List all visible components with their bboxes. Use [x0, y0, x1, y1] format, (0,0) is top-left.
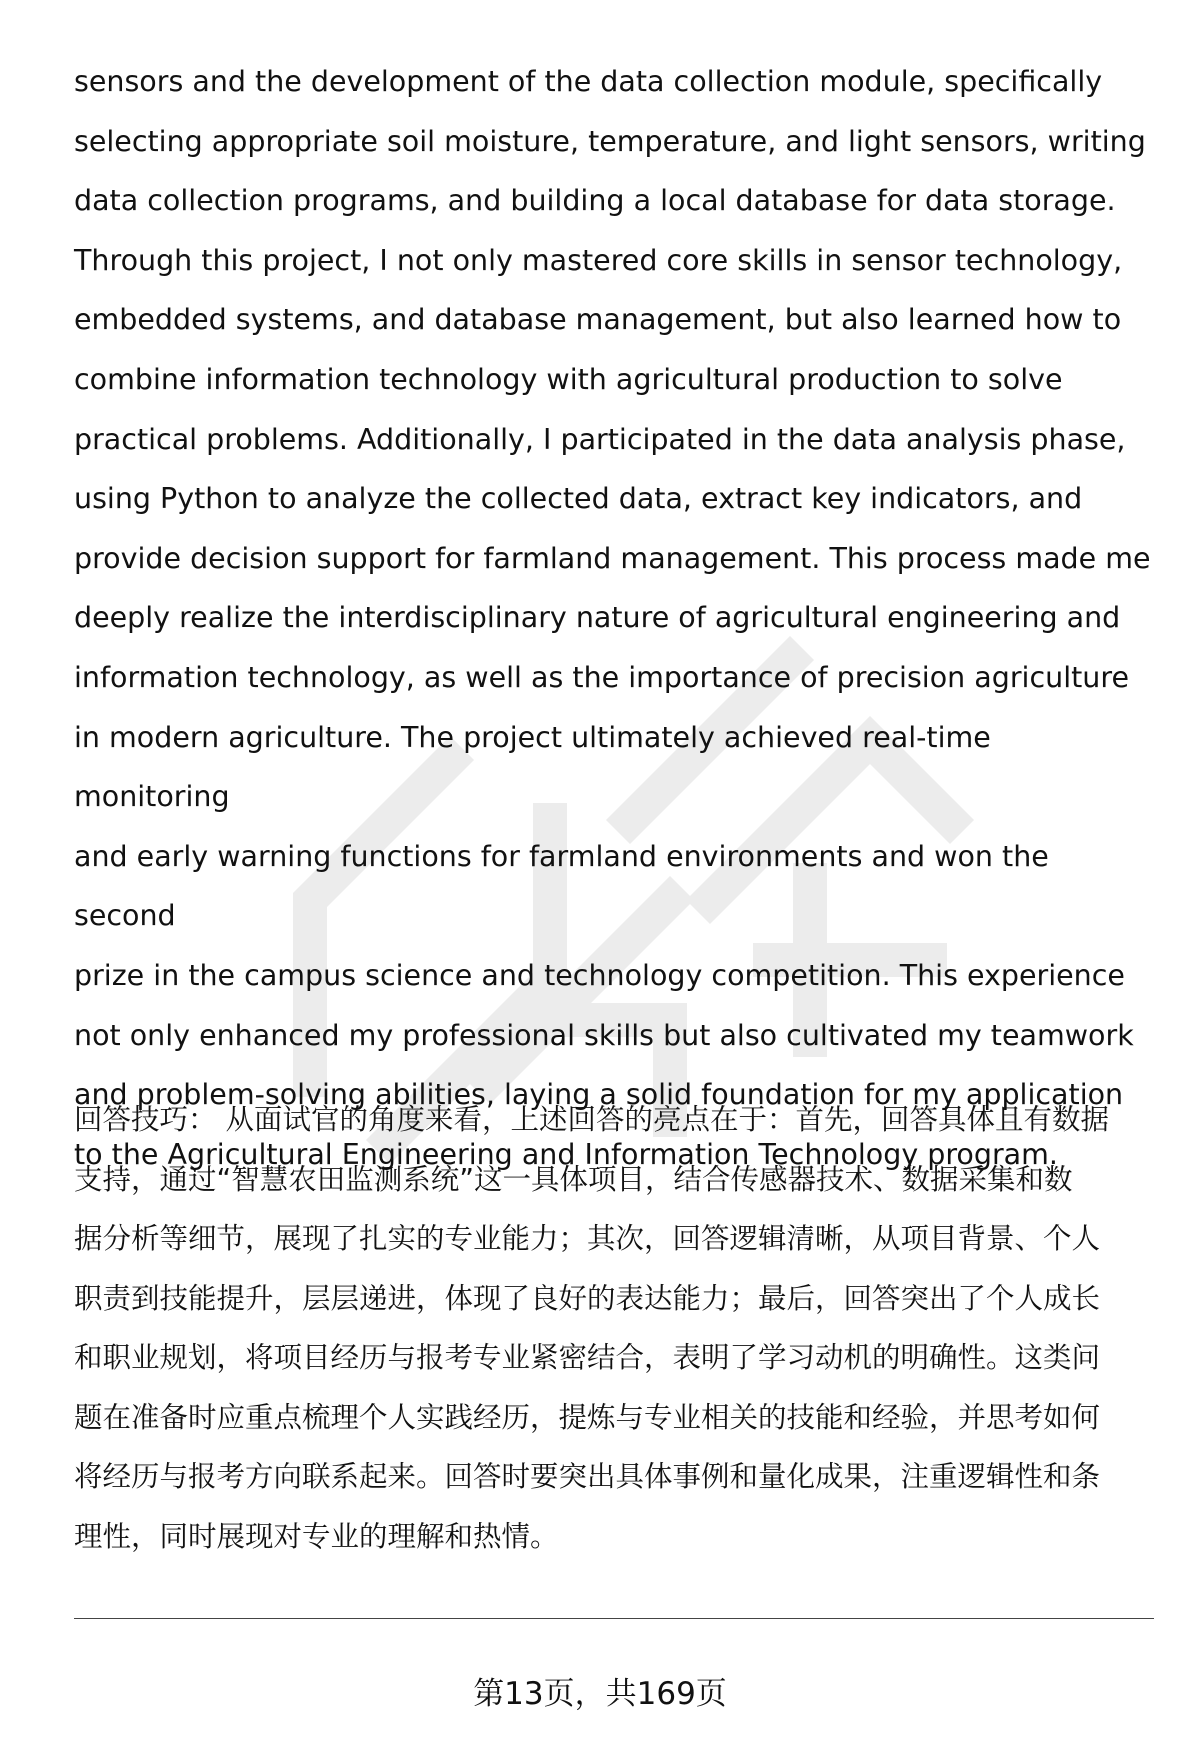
body-line: provide decision support for farmland management. This process made me: [74, 541, 1151, 575]
answer-paragraph: [74, 52, 1154, 1184]
body-line: information technology, as well as the importance of precision agriculture: [74, 660, 1129, 694]
body-line: practical problems. Additionally, I participated in the data analysis phase,: [74, 422, 1126, 456]
body-line: not only enhanced my professional skills but also cultivated my teamwork: [74, 1018, 1134, 1052]
body-line: to the Agricultural Engineering and Information Technology program.: [74, 1137, 1058, 1171]
body-line: and early warning functions for farmland environments and won the second: [74, 839, 1049, 933]
body-line: data collection programs, and building a local database for data storage.: [74, 184, 1116, 218]
answer-tip-paragraph: [74, 1090, 1160, 1566]
body-line: combine information technology with agricultural production to solve: [74, 362, 1063, 396]
tip-line: 据分析等细节，展现了扎实的专业能力；其次，回答逻辑清晰，从项目背景、个人: [74, 1222, 1101, 1255]
body-line: using Python to analyze the collected data, extract key indicators, and: [74, 482, 1083, 516]
body-line: selecting appropriate soil moisture, temperature, and light sensors, writing: [74, 124, 1146, 158]
footer-divider: [74, 1618, 1154, 1619]
body-line: deeply realize the interdisciplinary nature of agricultural engineering and: [74, 601, 1121, 635]
tip-line: 和职业规划，将项目经历与报考专业紧密结合，表明了学习动机的明确性。这类问: [74, 1341, 1101, 1374]
tip-line: 回答技巧： 从面试官的角度来看，上述回答的亮点在于：首先，回答具体且有数据: [74, 1103, 1110, 1136]
tip-line: 支持，通过“智慧农田监测系统”这一具体项目，结合传感器技术、数据采集和数: [74, 1162, 1073, 1196]
page-number: 第13页，共169页: [473, 1676, 727, 1712]
tip-line: 理性，同时展现对专业的理解和热情。: [74, 1519, 559, 1553]
tip-line: 将经历与报考方向联系起来。回答时要突出具体事例和量化成果，注重逻辑性和条: [74, 1460, 1101, 1493]
body-line: and problem-solving abilities, laying a solid foundation for my application: [74, 1078, 1124, 1112]
tip-line: 题在准备时应重点梳理个人实践经历，提炼与专业相关的技能和经验，并思考如何: [74, 1400, 1101, 1434]
tip-line: 职责到技能提升，层层递进，体现了良好的表达能力；最后，回答突出了个人成长: [74, 1281, 1101, 1315]
body-line: Through this project, I not only mastered core skills in sensor technology,: [74, 243, 1123, 277]
body-line: in modern agriculture. The project ultimately achieved real-time monitoring: [74, 720, 991, 814]
body-line: sensors and the development of the data collection module, specifically: [74, 65, 1103, 98]
body-line: embedded systems, and database management, but also learned how to: [74, 303, 1122, 337]
body-line: prize in the campus science and technology competition. This experience: [74, 958, 1125, 992]
